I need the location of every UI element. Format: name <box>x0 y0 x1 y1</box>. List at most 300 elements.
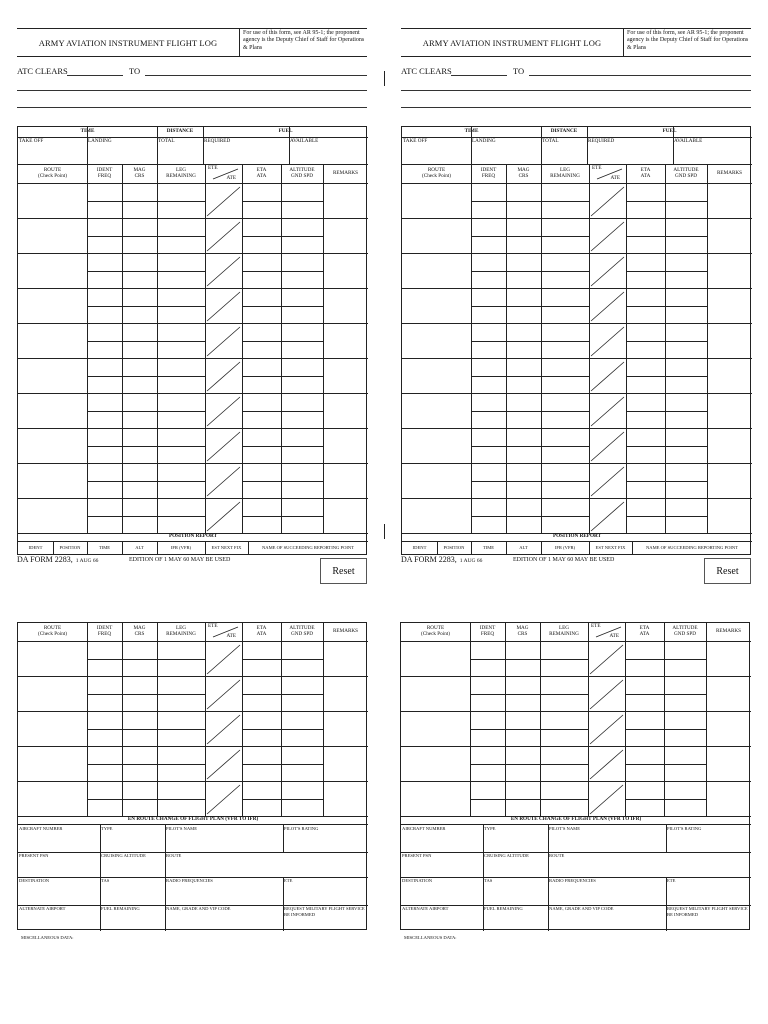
flight-log-table <box>401 126 751 555</box>
ete-ate-diagonal-line <box>207 502 240 531</box>
position-column-header: IFR (VFR) <box>170 545 192 551</box>
divider <box>707 183 708 533</box>
column-header-label: FREQ <box>481 173 496 179</box>
column-header-label: CRS <box>517 631 528 637</box>
route-row <box>402 498 752 533</box>
atc-clears-field[interactable] <box>451 75 507 76</box>
route-row <box>402 393 752 428</box>
column-header-label: ROUTE <box>43 167 62 174</box>
column-header-label: LEG <box>175 167 187 174</box>
enroute-field-label: CRUISING ALTITUDE <box>101 853 146 858</box>
form-header <box>401 28 751 57</box>
ete-ate-diagonal-line <box>207 397 240 426</box>
divider <box>626 183 627 533</box>
route-row <box>401 641 751 676</box>
atc-field-line[interactable] <box>17 90 367 91</box>
enroute-field-label: ALTERNATE AIRPORT <box>402 906 449 911</box>
divider <box>673 127 674 165</box>
column-header <box>664 623 706 641</box>
divider <box>505 641 506 816</box>
route-row <box>18 746 368 781</box>
ete-diagonal <box>588 623 625 641</box>
route-row <box>402 183 752 218</box>
divider <box>165 825 166 852</box>
divider <box>87 306 205 307</box>
ete-ate-diagonal-line <box>590 715 623 744</box>
column-header <box>470 623 505 641</box>
column-header-label: CRS <box>518 173 529 179</box>
divider <box>203 127 204 165</box>
ete-ate-diagonal-line <box>591 397 624 426</box>
divider <box>471 376 589 377</box>
miscellaneous-data-label: MISCELLANEOUS DATA: <box>21 935 74 940</box>
divider <box>242 764 323 765</box>
column-header-label: CRS <box>134 631 145 637</box>
divider <box>625 623 626 641</box>
divider <box>632 541 633 555</box>
column-header <box>402 165 471 183</box>
divider <box>87 127 88 165</box>
divider <box>281 623 282 641</box>
divider <box>706 641 707 816</box>
divider <box>625 641 626 816</box>
ete-ate-diagonal <box>589 218 626 253</box>
divider <box>470 764 588 765</box>
route-row <box>18 253 368 288</box>
enroute-field-label: ETE <box>284 878 293 883</box>
atc-field-line[interactable] <box>401 90 751 91</box>
position-column-header: TIME <box>482 545 495 551</box>
divider <box>157 165 158 183</box>
ete-diagonal-line <box>597 169 622 179</box>
divider <box>87 376 205 377</box>
divider <box>157 541 158 555</box>
divider <box>625 764 706 765</box>
atc-clears-label: ATC CLEARS <box>401 66 452 76</box>
form-note: For use of this form, see AR 95-1; the proponent agency is the Deputy Chief of Staff for Operations & Plans <box>243 30 365 51</box>
flight-log-top-panel <box>17 28 367 577</box>
route-row <box>18 358 368 393</box>
ete-ate-diagonal <box>205 358 242 393</box>
divider <box>122 541 123 555</box>
route-row <box>18 323 368 358</box>
divider <box>157 623 158 641</box>
continuation-table <box>400 622 750 930</box>
ete-ate-diagonal <box>205 641 242 676</box>
divider <box>483 852 484 877</box>
enroute-field-label: NAME, GRADE AND VIP CODE <box>166 906 231 911</box>
enroute-field-label: DESTINATION <box>19 878 50 883</box>
column-header-label: FREQ <box>97 631 112 637</box>
divider <box>100 825 101 852</box>
remarks-label: REMARKS <box>715 628 742 635</box>
divider <box>242 341 323 342</box>
position-column-header: IDENT <box>412 545 427 551</box>
route-row <box>18 288 368 323</box>
form-title: ARMY AVIATION INSTRUMENT FLIGHT LOG <box>17 29 240 56</box>
column-header <box>281 165 323 183</box>
divider <box>87 271 205 272</box>
divider <box>483 825 484 852</box>
flight-log-continuation-panel <box>400 622 750 944</box>
position-column-header: EST NEXT FIX <box>595 545 626 551</box>
column-header <box>541 165 589 183</box>
divider <box>242 446 323 447</box>
divider <box>323 623 324 641</box>
enroute-field-label: ROUTE <box>166 853 182 858</box>
divider <box>87 623 88 641</box>
column-header-label: LEG <box>558 625 570 632</box>
enroute-field-label: ALTERNATE AIRPORT <box>19 906 66 911</box>
column-header-label: ROUTE <box>43 625 62 632</box>
column-header-label: ALTITUDE <box>289 167 315 174</box>
divider <box>665 165 666 183</box>
ete-ate-diagonal-line <box>591 292 624 321</box>
ete-ate-diagonal <box>589 253 626 288</box>
column-header-label: REMAINING <box>166 631 196 637</box>
divider <box>471 541 472 555</box>
position-column-header: NAME OF SUCCEEDING REPORTING POINT <box>645 545 739 551</box>
to-label: TO <box>513 66 525 76</box>
divider <box>541 541 542 555</box>
divider <box>706 623 707 641</box>
route-row <box>18 781 368 816</box>
divider <box>87 541 88 555</box>
divider <box>471 127 472 165</box>
divider <box>626 201 707 202</box>
divider <box>242 729 323 730</box>
ete-ate-diagonal-line <box>591 502 624 531</box>
take-off-label: TAKE OFF <box>403 138 428 144</box>
column-header-label: IDENT <box>96 625 113 632</box>
take-off-label: TAKE OFF <box>19 138 44 144</box>
ete-diagonal <box>589 165 626 183</box>
ate-label: ATE <box>226 633 236 640</box>
column-header-label: IDENT <box>96 167 113 174</box>
divider <box>471 271 589 272</box>
cut-mark <box>384 71 385 86</box>
route-row <box>401 746 751 781</box>
enroute-field-label: REQUEST MILITARY FLIGHT SERVICE BE INFORMED <box>667 906 748 917</box>
form-title: ARMY AVIATION INSTRUMENT FLIGHT LOG <box>401 29 624 56</box>
ete-ate-diagonal <box>205 463 242 498</box>
column-header-label: IDENT <box>479 625 496 632</box>
ete-ate-diagonal-line <box>590 785 623 814</box>
column-header-label: REMAINING <box>549 631 579 637</box>
divider <box>470 623 471 641</box>
position-column-header: TIME <box>98 545 111 551</box>
column-header-label: MAG <box>517 167 530 174</box>
column-header-label: ATA <box>256 173 267 179</box>
route-row <box>402 428 752 463</box>
ete-ate-diagonal-line <box>207 645 240 674</box>
ete-label: ETE <box>208 165 218 171</box>
divider <box>87 183 88 533</box>
divider <box>471 481 589 482</box>
column-header-label: MAG <box>133 167 146 174</box>
divider <box>242 411 323 412</box>
divider <box>205 183 206 533</box>
column-header <box>157 165 205 183</box>
ete-diagonal-line <box>596 627 621 637</box>
enroute-field-label: TAS <box>101 878 110 883</box>
column-header <box>242 165 281 183</box>
divider <box>122 623 123 641</box>
ete-ate-diagonal <box>588 641 625 676</box>
ete-ate-diagonal-line <box>591 467 624 496</box>
to-field[interactable] <box>529 75 751 76</box>
enroute-field-label: TAS <box>484 878 493 883</box>
position-column-header: ALT <box>519 545 528 551</box>
divider <box>87 641 88 816</box>
divider <box>242 694 323 695</box>
divider <box>471 446 589 447</box>
ete-ate-diagonal-line <box>207 432 240 461</box>
column-header-label: (Check Point) <box>421 631 450 637</box>
ete-ate-diagonal <box>589 393 626 428</box>
ete-ate-diagonal <box>205 218 242 253</box>
form-number: DA FORM 2283, <box>401 555 457 564</box>
divider <box>87 341 205 342</box>
enroute-field-label: AIRCRAFT NUMBER <box>402 826 446 831</box>
ete-ate-diagonal <box>205 711 242 746</box>
route-row <box>18 183 368 218</box>
column-header-label: GND SPD <box>673 631 697 637</box>
ete-ate-diagonal <box>205 393 242 428</box>
divider <box>541 165 542 183</box>
ete-ate-diagonal-line <box>207 257 240 286</box>
ete-ate-diagonal-line <box>591 187 624 216</box>
route-table-header <box>401 623 751 641</box>
route-row <box>402 253 752 288</box>
column-header-label: ROUTE <box>427 167 446 174</box>
reset-button[interactable]: Reset <box>704 558 751 584</box>
route-table-header <box>18 165 368 183</box>
enroute-field-label: PILOT'S RATING <box>284 826 319 831</box>
column-header <box>401 623 470 641</box>
route-rows <box>18 183 368 533</box>
form-footer <box>401 555 482 564</box>
ete-diagonal-line <box>213 627 238 637</box>
remarks-header <box>706 623 751 641</box>
column-header-label: GND SPD <box>290 173 314 179</box>
ete-ate-diagonal-line <box>207 222 240 251</box>
divider <box>323 183 324 533</box>
divider <box>625 659 706 660</box>
enroute-field-label: PILOT'S RATING <box>667 826 702 831</box>
column-header-label: ATA <box>639 631 650 637</box>
divider <box>666 877 667 905</box>
enroute-field-label: PILOT'S NAME <box>166 826 198 831</box>
divider <box>548 852 549 877</box>
column-header <box>506 165 541 183</box>
column-header <box>625 623 664 641</box>
route-row <box>18 711 368 746</box>
divider <box>626 306 707 307</box>
route-row <box>18 393 368 428</box>
divider <box>87 659 205 660</box>
ete-label: ETE <box>591 623 601 629</box>
route-row <box>401 711 751 746</box>
to-field[interactable] <box>145 75 367 76</box>
route-row <box>401 676 751 711</box>
cut-mark <box>384 524 385 539</box>
atc-field-line[interactable] <box>17 107 367 108</box>
ete-ate-diagonal <box>588 781 625 816</box>
enroute-field-label: FUEL REMAINING <box>101 906 140 911</box>
ete-ate-diagonal <box>589 358 626 393</box>
divider <box>625 694 706 695</box>
ete-ate-diagonal-line <box>207 785 240 814</box>
column-header-label: MAG <box>516 625 529 632</box>
column-header-label: ALTITUDE <box>672 625 698 632</box>
form-footer <box>17 555 98 564</box>
flight-log-continuation-panel <box>17 622 367 944</box>
divider <box>87 411 205 412</box>
column-header <box>87 165 122 183</box>
column-header <box>665 165 707 183</box>
ete-ate-diagonal <box>205 428 242 463</box>
divider <box>589 183 590 533</box>
divider <box>205 641 206 816</box>
divider <box>87 516 205 517</box>
position-column-header: IDENT <box>28 545 43 551</box>
column-header-label: (Check Point) <box>38 173 67 179</box>
ete-diagonal-line <box>213 169 238 179</box>
position-column-header: POSITION <box>59 545 81 551</box>
remarks-header <box>707 165 752 183</box>
divider <box>470 659 588 660</box>
ete-ate-diagonal <box>205 676 242 711</box>
divider <box>548 825 549 852</box>
divider <box>100 905 101 931</box>
ete-ate-diagonal-line <box>207 292 240 321</box>
ete-ate-diagonal-line <box>590 750 623 779</box>
time-header: TIME <box>464 128 479 135</box>
atc-clears-field[interactable] <box>67 75 123 76</box>
ete-ate-diagonal-line <box>591 432 624 461</box>
column-header <box>18 165 87 183</box>
ete-ate-diagonal-line <box>207 680 240 709</box>
divider <box>87 165 88 183</box>
form-date: 1 AUG 66 <box>459 558 483 564</box>
ate-label: ATE <box>610 175 620 182</box>
ete-ate-diagonal <box>588 711 625 746</box>
divider <box>242 516 323 517</box>
flight-log-table <box>17 126 367 555</box>
column-header-label: MAG <box>133 625 146 632</box>
column-header <box>471 165 506 183</box>
divider <box>53 541 54 555</box>
ate-label: ATE <box>609 633 619 640</box>
atc-field-line[interactable] <box>401 107 751 108</box>
divider <box>242 481 323 482</box>
route-row <box>402 323 752 358</box>
divider <box>242 623 243 641</box>
divider <box>666 825 667 852</box>
divider <box>242 183 243 533</box>
divider <box>483 905 484 931</box>
summary-header <box>18 127 368 165</box>
column-header <box>242 623 281 641</box>
ete-ate-diagonal <box>589 183 626 218</box>
divider <box>548 905 549 931</box>
divider <box>242 271 323 272</box>
ete-ate-diagonal-line <box>590 645 623 674</box>
route-rows <box>401 641 751 816</box>
divider <box>281 183 282 533</box>
enroute-field-label: ROUTE <box>549 853 565 858</box>
divider <box>470 729 588 730</box>
enroute-field-label: NAME, GRADE AND VIP CODE <box>549 906 614 911</box>
position-column-header: NAME OF SUCCEEDING REPORTING POINT <box>261 545 355 551</box>
divider <box>157 183 158 533</box>
divider <box>483 877 484 905</box>
enroute-field-label: ETE <box>667 878 676 883</box>
route-row <box>401 781 751 816</box>
column-header-label: REMAINING <box>550 173 580 179</box>
divider <box>506 541 507 555</box>
route-row <box>18 676 368 711</box>
divider <box>626 341 707 342</box>
column-header-label: LEG <box>175 625 187 632</box>
position-column-header: POSITION <box>443 545 465 551</box>
divider <box>626 165 627 183</box>
ete-ate-diagonal-line <box>207 750 240 779</box>
divider <box>100 877 101 905</box>
column-header <box>626 165 665 183</box>
landing-label: LANDING <box>88 138 112 144</box>
column-header-label: (Check Point) <box>422 173 451 179</box>
available-label: AVAILABLE <box>290 138 319 144</box>
ete-ate-diagonal-line <box>590 680 623 709</box>
divider <box>165 852 166 877</box>
route-rows <box>18 641 368 816</box>
column-header-label: LEG <box>559 167 571 174</box>
column-header <box>157 623 205 641</box>
required-label: REQUIRED <box>204 138 231 144</box>
divider <box>664 641 665 816</box>
position-report-title: POSITION REPORT <box>168 532 218 539</box>
ete-diagonal <box>205 623 242 641</box>
divider <box>289 127 290 165</box>
divider <box>625 729 706 730</box>
remarks-label: REMARKS <box>332 628 359 635</box>
ete-ate-diagonal-line <box>207 187 240 216</box>
column-header <box>281 623 323 641</box>
ete-ate-diagonal <box>205 498 242 533</box>
ate-label: ATE <box>226 175 236 182</box>
column-header-label: ETA <box>639 625 650 632</box>
enroute-change-section <box>18 816 368 931</box>
enroute-field-label: TYPE <box>484 826 496 831</box>
continuation-table <box>17 622 367 930</box>
ete-ate-header <box>205 165 242 183</box>
column-header-label: ETA <box>256 167 267 174</box>
divider <box>625 799 706 800</box>
reset-button[interactable]: Reset <box>320 558 367 584</box>
ete-ate-diagonal <box>589 323 626 358</box>
divider <box>87 481 205 482</box>
edition-note: EDITION OF 1 MAY 60 MAY BE USED <box>129 557 231 563</box>
divider <box>87 764 205 765</box>
route-table-header <box>18 623 368 641</box>
divider <box>471 236 589 237</box>
route-row <box>18 428 368 463</box>
ete-ate-diagonal <box>205 253 242 288</box>
form-number: DA FORM 2283, <box>17 555 73 564</box>
divider <box>505 623 506 641</box>
